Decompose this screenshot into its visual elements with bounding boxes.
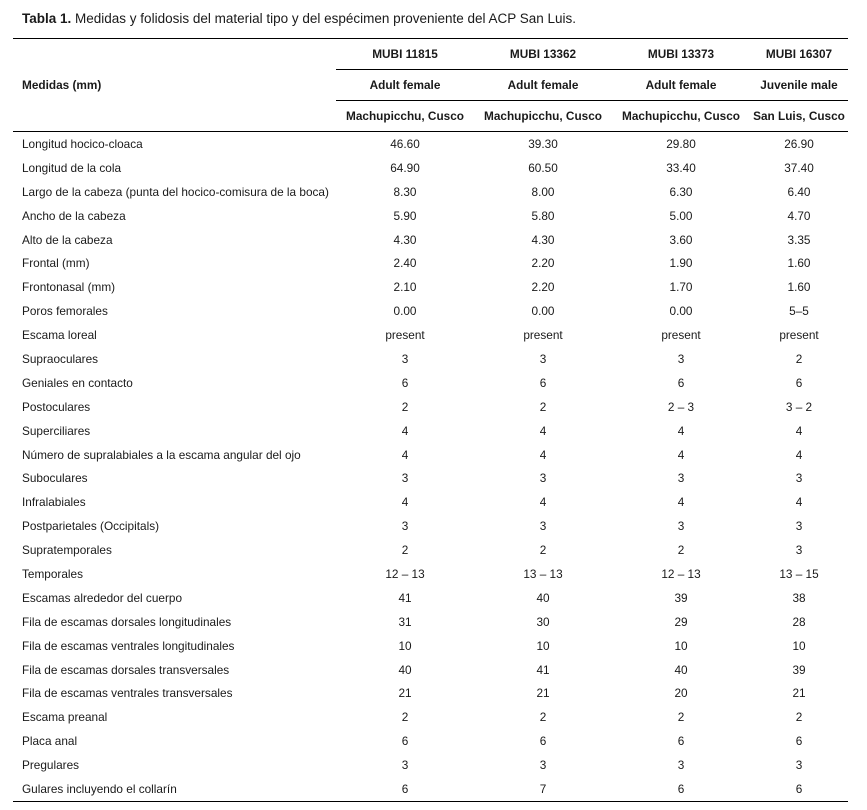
locality-header: Machupicchu, Cusco (612, 101, 750, 132)
table-cell: 5–5 (789, 304, 809, 319)
table-cell: 13 – 15 (779, 566, 819, 581)
table-cell: 2 (795, 710, 803, 725)
table-cell: 12 – 13 (385, 566, 425, 581)
table-cell: 40 (398, 662, 412, 677)
table-cell: 46.60 (390, 136, 420, 151)
table-cell: 2 (795, 351, 803, 366)
row-label: Número de supralabiales a la escama angular del ojo (22, 447, 301, 462)
table-row (13, 705, 848, 729)
table-row (13, 371, 848, 395)
sex-header: Adult female (474, 70, 612, 101)
table-row (13, 658, 848, 682)
table-cell: 4 (539, 495, 547, 510)
table-row (13, 275, 848, 299)
table-cell: 0.00 (393, 304, 417, 319)
table-cell: 8.30 (393, 184, 417, 199)
table-cell: 2 – 3 (667, 399, 695, 414)
table-cell: 2 (401, 710, 409, 725)
row-label: Supratemporales (22, 543, 112, 558)
table-cell: 3 (401, 471, 409, 486)
row-label: Fila de escamas ventrales longitudinales (22, 638, 235, 653)
table-row (13, 323, 848, 347)
table-row (13, 466, 848, 490)
row-label: Largo de la cabeza (punta del hocico-comisura de la boca) (22, 184, 329, 199)
table-cell: 29.80 (666, 136, 696, 151)
table-cell: 3 (677, 351, 685, 366)
table-cell: 6 (401, 734, 409, 749)
table-cell: 4 (401, 423, 409, 438)
table-cell: 0.00 (669, 304, 693, 319)
table-cell: 41 (536, 662, 550, 677)
table-cell: 1.90 (669, 256, 693, 271)
row-label: Escama preanal (22, 710, 108, 725)
table-cell: 3 (677, 471, 685, 486)
table-cell: 3 (539, 519, 547, 534)
table-cell: 3 (795, 758, 803, 773)
table-cell: 30 (536, 614, 550, 629)
row-label: Postparietales (Occipitals) (22, 519, 160, 534)
table-row (13, 251, 848, 275)
corner-header: Medidas (mm) (13, 39, 336, 132)
table-cell: 1.60 (787, 256, 811, 271)
table-cell: 39 (674, 590, 688, 605)
table-cell: 26.90 (784, 136, 814, 151)
table-cell: 60.50 (528, 160, 558, 175)
table-cell: 3 (795, 471, 803, 486)
table-cell: 6 (795, 375, 803, 390)
table-cell: 3 (539, 471, 547, 486)
table-cell: 21 (536, 686, 550, 701)
row-label: Geniales en contacto (22, 375, 133, 390)
table-cell: 13 – 13 (523, 566, 563, 581)
table-cell: 6 (677, 375, 685, 390)
table-cell: 4.30 (393, 232, 417, 247)
table-cell: 3 (539, 351, 547, 366)
sex-header: Adult female (336, 70, 474, 101)
table-cell: 10 (792, 638, 806, 653)
table-cell: 33.40 (666, 160, 696, 175)
locality-header: Machupicchu, Cusco (336, 101, 474, 132)
table-cell: 3 (795, 543, 803, 558)
table-cell: 2 (401, 399, 409, 414)
row-label: Fila de escamas dorsales longitudinales (22, 614, 232, 629)
table-cell: 3 (795, 519, 803, 534)
row-label: Gulares incluyendo el collarín (13, 777, 336, 801)
row-label: Fila de escamas dorsales transversales (22, 662, 230, 677)
row-label: Frontal (mm) (22, 256, 90, 271)
row-label: Poros femorales (22, 304, 108, 319)
table-cell: present (661, 328, 701, 343)
table-cell: 2.10 (393, 280, 417, 295)
row-label: Superciliares (22, 423, 91, 438)
table-cell: 6 (795, 734, 803, 749)
table-cell: 12 – 13 (661, 566, 701, 581)
table-cell: 3 (677, 758, 685, 773)
table-cell: present (779, 328, 819, 343)
specimen-header: MUBI 16307 (750, 39, 848, 70)
table-cell: 2 (539, 399, 547, 414)
caption-text: Medidas y folidosis del material tipo y del espécimen proveniente del ACP San Luis. (71, 11, 577, 26)
table-cell: 29 (674, 614, 688, 629)
table-cell: 39 (792, 662, 806, 677)
specimen-header: MUBI 11815 (336, 39, 474, 70)
table-row (13, 514, 848, 538)
table-cell: 2.20 (531, 280, 555, 295)
table-row (13, 538, 848, 562)
row-label: Escama loreal (22, 328, 97, 343)
table-cell: 4 (539, 447, 547, 462)
table-cell: 40 (674, 662, 688, 677)
table-cell: 6 (750, 777, 848, 801)
locality-header: San Luis, Cusco (750, 101, 848, 132)
table-cell: 10 (398, 638, 412, 653)
row-label: Escamas alrededor del cuerpo (22, 590, 183, 605)
table-row (13, 156, 848, 180)
table-cell: 6 (401, 375, 409, 390)
row-label: Alto de la cabeza (22, 232, 113, 247)
row-label: Frontonasal (mm) (22, 280, 116, 295)
table-cell: 4.30 (531, 232, 555, 247)
table-cell: 6 (336, 777, 474, 801)
table-cell: 2 (677, 710, 685, 725)
table-cell: 3.35 (787, 232, 811, 247)
table-cell: 37.40 (784, 160, 814, 175)
table-row (13, 443, 848, 467)
table-cell: 2 (539, 710, 547, 725)
table-cell: 10 (536, 638, 550, 653)
table-cell: 3 (401, 351, 409, 366)
table-cell: 21 (398, 686, 412, 701)
table-cell: 6.40 (787, 184, 811, 199)
row-label: Pregulares (22, 758, 80, 773)
table-cell: 20 (674, 686, 688, 701)
sex-header: Juvenile male (750, 70, 848, 101)
row-label: Longitud de la cola (22, 160, 122, 175)
row-label: Temporales (22, 566, 83, 581)
table-cell: 6 (612, 777, 750, 801)
table-row (13, 681, 848, 705)
row-label: Longitud hocico-cloaca (22, 136, 143, 151)
table-row (13, 634, 848, 658)
table-cell: 4 (795, 495, 803, 510)
table-row (13, 610, 848, 634)
table-row (13, 132, 848, 156)
row-label: Postoculares (22, 399, 91, 414)
table-cell: 2.40 (393, 256, 417, 271)
table-row (13, 419, 848, 443)
row-label: Supraoculares (22, 351, 99, 366)
table-cell: present (523, 328, 563, 343)
table-row (13, 395, 848, 419)
table-row (13, 180, 848, 204)
table-cell: 5.80 (531, 208, 555, 223)
table-cell: 2.20 (531, 256, 555, 271)
table-row (13, 753, 848, 777)
table-row (13, 586, 848, 610)
table-cell: 4 (795, 447, 803, 462)
row-label: Placa anal (22, 734, 78, 749)
table-caption (22, 10, 576, 28)
table-cell: 4 (677, 447, 685, 462)
table-cell: 3 (539, 758, 547, 773)
table-row (13, 777, 848, 801)
table-cell: 1.70 (669, 280, 693, 295)
table-cell: 4 (677, 423, 685, 438)
table-cell: present (385, 328, 425, 343)
table-cell: 39.30 (528, 136, 558, 151)
table-row (13, 490, 848, 514)
table-cell: 3 (401, 519, 409, 534)
table-cell: 4 (795, 423, 803, 438)
table-cell: 40 (536, 590, 550, 605)
table-cell: 5.90 (393, 208, 417, 223)
table-cell: 5.00 (669, 208, 693, 223)
table-cell: 4 (401, 495, 409, 510)
table-cell: 1.60 (787, 280, 811, 295)
table-cell: 6 (539, 375, 547, 390)
caption-label: Tabla 1. (22, 11, 72, 26)
table-cell: 4 (401, 447, 409, 462)
table-row (13, 204, 848, 228)
table-cell: 2 (677, 543, 685, 558)
table-row (13, 562, 848, 586)
row-label: Infralabiales (22, 495, 86, 510)
table-body (13, 132, 848, 802)
table-row (13, 299, 848, 323)
table-cell: 6 (539, 734, 547, 749)
table-cell: 2 (539, 543, 547, 558)
measurements-table (13, 38, 848, 802)
specimen-header: MUBI 13373 (612, 39, 750, 70)
row-label: Ancho de la cabeza (22, 208, 126, 223)
table-cell: 4.70 (787, 208, 811, 223)
table-cell: 0.00 (531, 304, 555, 319)
table-cell: 3.60 (669, 232, 693, 247)
table-cell: 38 (792, 590, 806, 605)
table-cell: 28 (792, 614, 806, 629)
header-row-specimen (13, 39, 848, 70)
table-cell: 3 – 2 (785, 399, 813, 414)
row-label: Suboculares (22, 471, 88, 486)
table-cell: 2 (401, 543, 409, 558)
table-cell: 4 (677, 495, 685, 510)
table-cell: 8.00 (531, 184, 555, 199)
table-cell: 6.30 (669, 184, 693, 199)
table-cell: 64.90 (390, 160, 420, 175)
row-label: Fila de escamas ventrales transversales (22, 686, 233, 701)
table-cell: 3 (677, 519, 685, 534)
table-cell: 21 (792, 686, 806, 701)
table-cell: 7 (474, 777, 612, 801)
table-cell: 31 (398, 614, 412, 629)
table-row (13, 228, 848, 252)
locality-header: Machupicchu, Cusco (474, 101, 612, 132)
table-row (13, 729, 848, 753)
table-row (13, 347, 848, 371)
specimen-header: MUBI 13362 (474, 39, 612, 70)
table-header (13, 39, 848, 132)
table-cell: 6 (677, 734, 685, 749)
table-cell: 3 (401, 758, 409, 773)
table-cell: 41 (398, 590, 412, 605)
table-cell: 10 (674, 638, 688, 653)
table-cell: 4 (539, 423, 547, 438)
sex-header: Adult female (612, 70, 750, 101)
